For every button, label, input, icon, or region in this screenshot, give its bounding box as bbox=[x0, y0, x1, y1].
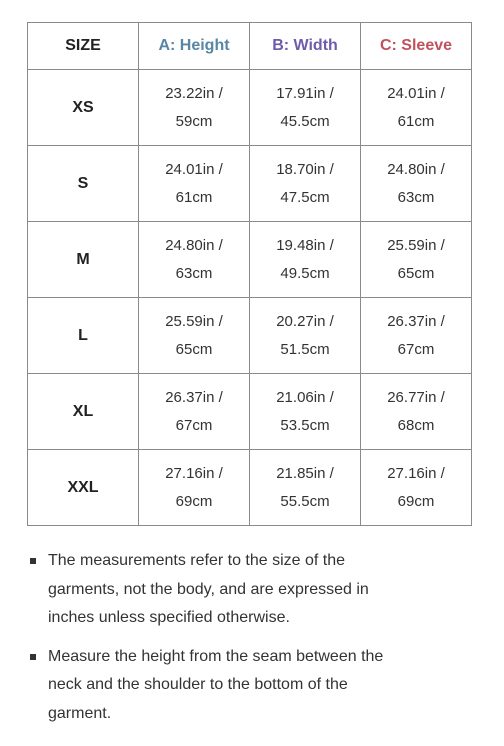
table-row bbox=[28, 374, 472, 450]
value-inches: 17.91in / bbox=[276, 84, 334, 102]
width-value bbox=[250, 298, 361, 374]
note-item bbox=[27, 643, 477, 729]
value-cm: 65cm bbox=[397, 264, 435, 282]
value-inches: 25.59in / bbox=[387, 236, 445, 254]
note-line: Measure the height from the seam between the bbox=[48, 647, 384, 665]
width-value bbox=[250, 146, 361, 222]
value-cm: 49.5cm bbox=[280, 264, 330, 282]
size-label: M bbox=[28, 222, 139, 298]
note-line: garments, not the body, and are expressed in bbox=[48, 580, 369, 598]
value-inches: 23.22in / bbox=[165, 84, 223, 102]
value-cm: 53.5cm bbox=[280, 416, 330, 434]
note-line: garment. bbox=[48, 704, 112, 722]
table-row bbox=[28, 70, 472, 146]
square-bullet-icon bbox=[30, 558, 36, 564]
value-cm: 59cm bbox=[175, 112, 213, 130]
value-inches: 27.16in / bbox=[165, 464, 223, 482]
square-bullet-icon bbox=[30, 654, 36, 660]
note-line: neck and the shoulder to the bottom of the bbox=[48, 676, 348, 693]
table-row bbox=[28, 146, 472, 222]
value-inches: 24.01in / bbox=[165, 160, 223, 178]
width-value bbox=[250, 70, 361, 146]
value-cm: 63cm bbox=[175, 264, 213, 282]
sleeve-value bbox=[361, 450, 472, 526]
value-inches: 21.06in / bbox=[276, 388, 334, 406]
note-line: The measurements refer to the size of the bbox=[48, 552, 346, 569]
height-value bbox=[139, 298, 250, 374]
value-inches: 21.85in / bbox=[276, 464, 334, 482]
value-cm: 65cm bbox=[175, 340, 213, 358]
height-value bbox=[139, 222, 250, 298]
value-inches: 26.77in / bbox=[387, 388, 445, 406]
measurement-notes bbox=[27, 547, 477, 738]
width-value bbox=[250, 222, 361, 298]
value-inches: 27.16in / bbox=[387, 464, 445, 482]
width-value bbox=[250, 374, 361, 450]
value-cm: 55.5cm bbox=[280, 492, 330, 510]
note-item bbox=[27, 547, 477, 633]
height-value bbox=[139, 70, 250, 146]
value-inches: 19.48in / bbox=[276, 236, 334, 254]
sleeve-value bbox=[361, 70, 472, 146]
size-label: S bbox=[28, 146, 139, 222]
value-inches: 24.80in / bbox=[165, 236, 223, 254]
value-cm: 61cm bbox=[175, 188, 213, 206]
sleeve-value bbox=[361, 222, 472, 298]
value-cm: 68cm bbox=[397, 416, 435, 434]
table-header-row bbox=[28, 23, 472, 70]
value-cm: 51.5cm bbox=[280, 340, 330, 358]
size-chart-table bbox=[27, 22, 472, 526]
header-height: A: Height bbox=[139, 23, 250, 70]
height-value bbox=[139, 450, 250, 526]
value-cm: 63cm bbox=[397, 188, 435, 206]
header-size: SIZE bbox=[28, 23, 139, 70]
sleeve-value bbox=[361, 146, 472, 222]
value-inches: 26.37in / bbox=[165, 388, 223, 406]
size-label: XL bbox=[28, 374, 139, 450]
value-cm: 47.5cm bbox=[280, 188, 330, 206]
size-label: L bbox=[28, 298, 139, 374]
value-cm: 69cm bbox=[397, 492, 435, 510]
value-cm: 61cm bbox=[397, 112, 435, 130]
table-row bbox=[28, 450, 472, 526]
value-cm: 67cm bbox=[397, 340, 435, 358]
value-cm: 67cm bbox=[175, 416, 213, 434]
table-row bbox=[28, 222, 472, 298]
sleeve-value bbox=[361, 298, 472, 374]
header-width: B: Width bbox=[250, 23, 361, 70]
value-inches: 20.27in / bbox=[276, 312, 334, 330]
value-inches: 18.70in / bbox=[276, 160, 334, 178]
header-sleeve: C: Sleeve bbox=[361, 23, 472, 70]
height-value bbox=[139, 374, 250, 450]
sleeve-value bbox=[361, 374, 472, 450]
note-line: inches unless specified otherwise. bbox=[48, 609, 290, 626]
value-inches: 25.59in / bbox=[165, 312, 223, 330]
value-cm: 69cm bbox=[175, 492, 213, 510]
value-inches: 24.80in / bbox=[387, 160, 445, 178]
value-inches: 26.37in / bbox=[387, 312, 445, 330]
value-cm: 45.5cm bbox=[280, 112, 330, 130]
size-label: XXL bbox=[28, 450, 139, 526]
height-value bbox=[139, 146, 250, 222]
width-value bbox=[250, 450, 361, 526]
size-label: XS bbox=[28, 70, 139, 146]
value-inches: 24.01in / bbox=[387, 84, 445, 102]
table-row bbox=[28, 298, 472, 374]
